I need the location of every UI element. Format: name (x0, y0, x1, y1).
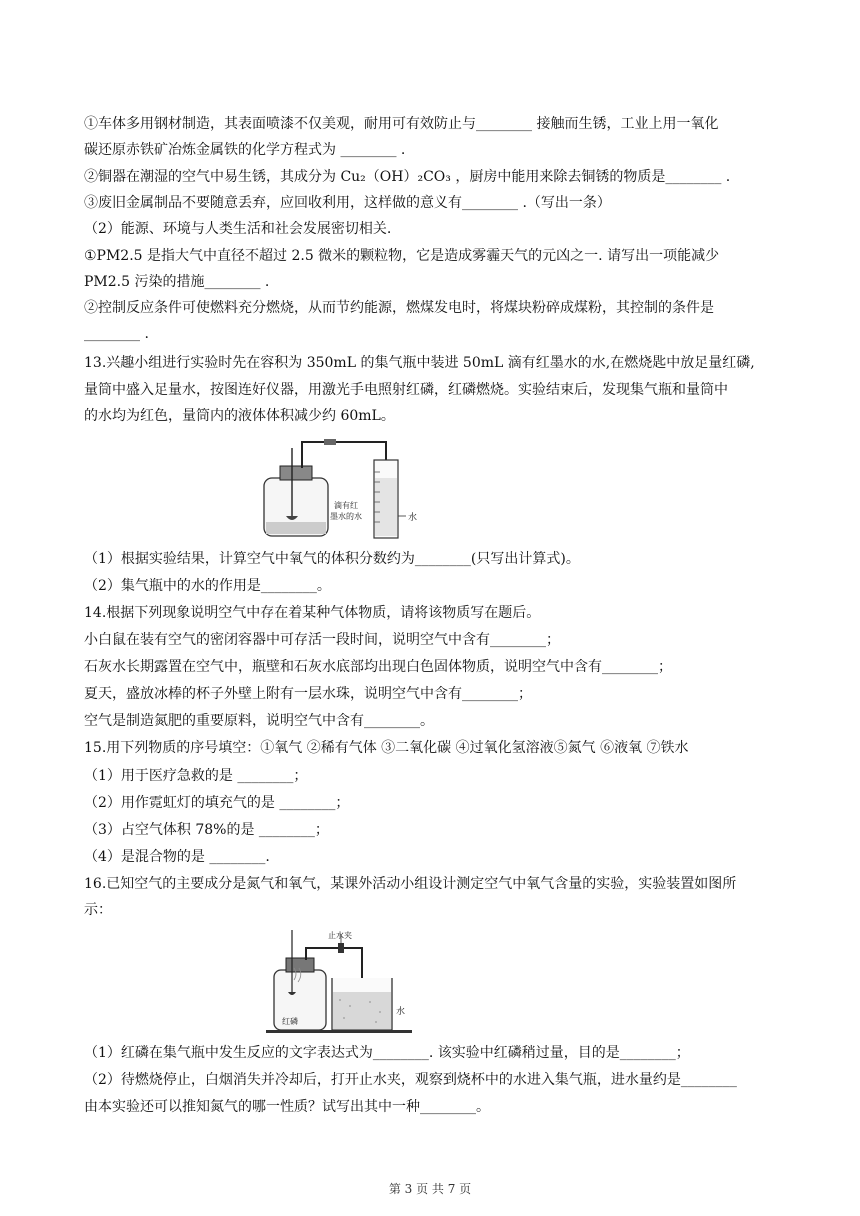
text-line: 空气是制造氮肥的重要原料，说明空气中含有________。 (84, 713, 434, 729)
experiment-figure-1 (258, 438, 426, 540)
text-line: ①车体多用钢材制造，其表面喷漆不仅美观，耐用可有效防止与________ 接触而生锈，工业上用一氧化 (84, 116, 719, 132)
phosphorus-label: 红磷 (282, 1017, 298, 1026)
bottle-water (266, 522, 326, 534)
text-line: （2）集气瓶中的水的作用是________。 (84, 578, 331, 594)
text-line: （1）红磷在集气瓶中发生反应的文字表达式为________. 该实验中红磷稍过量，目的是________； (84, 1045, 690, 1061)
text-line: （2）用作霓虹灯的填充气的是 ________； (84, 795, 350, 811)
text-line: 的水均为红色，量筒内的液体体积减少约 60mL。 (84, 408, 395, 424)
question-16-line: 16.已知空气的主要成分是氮气和氧气，某课外活动小组设计测定空气中氧气含量的实验，实验装置如图所 (84, 876, 737, 892)
text-line: （1）根据实验结果，计算空气中氧气的体积分数约为________(只写出计算式)。 (84, 551, 580, 567)
text-line: ①PM2.5 是指大气中直径不超过 2.5 微米的颗粒物，它是造成雾霾天气的元凶之一. 请写出一项能减少 (84, 248, 720, 264)
text-line: 小白鼠在装有空气的密闭容器中可存活一段时间，说明空气中含有________； (84, 632, 560, 648)
text-line: ②控制反应条件可使燃料充分燃烧，从而节约能源，燃煤发电时，将煤块粉碎成煤粉，其控制的条件是 (84, 300, 714, 316)
page-number: 第 3 页 共 7 页 (388, 1182, 472, 1196)
text-line: 石灰水长期露置在空气中，瓶壁和石灰水底部均出现白色固体物质，说明空气中含有________； (84, 659, 672, 675)
text-line: （2）能源、环境与人类生活和社会发展密切相关. (84, 221, 392, 237)
text-line: 由本实验还可以推知氮气的哪一性质？试写出其中一种________。 (84, 1099, 490, 1115)
water-label: 水 (396, 1007, 406, 1017)
text-line: 碳还原赤铁矿冶炼金属铁的化学方程式为 ________ . (84, 142, 406, 158)
text-line: 量筒中盛入足量水，按图连好仪器，用激光手电照射红磷，红磷燃烧。实验结束后，发现集气瓶和量筒中 (84, 382, 728, 398)
text-line: （4）是混合物的是 ________. (84, 849, 270, 865)
text-line: （1）用于医疗急救的是 ________； (84, 768, 308, 784)
text-line: 示： (84, 902, 112, 918)
bottle-label: 墨水的水 (330, 512, 362, 521)
text-line: （2）待燃烧停止，白烟消失并冷却后，打开止水夹，观察到烧杯中的水进入集气瓶，进水量约是________ (84, 1072, 737, 1088)
bottle-label: 滴有红 (334, 501, 358, 510)
question-14-line: 14.根据下列现象说明空气中存在着某种气体物质，请将该物质写在题后。 (84, 605, 541, 621)
text-line: ③废旧金属制品不要随意丢弃，应回收利用，这样做的意义有________ .（写出一条） (84, 195, 611, 211)
question-13-line: 13.兴趣小组进行实验时先在容积为 350mL 的集气瓶中装进 50mL 滴有红墨水的水,在燃烧匙中放足量红磷, (84, 355, 755, 371)
text-line: ________ . (84, 326, 149, 342)
question-15-line: 15.用下列物质的序号填空：①氧气 ②稀有气体 ③二氧化碳 ④过氧化氢溶液⑤氮气 ⑥液氧 ⑦铁水 (84, 740, 689, 756)
text-line: PM2.5 污染的措施________ . (84, 274, 270, 290)
stop-clamp (338, 943, 344, 953)
experiment-figure-2 (266, 926, 414, 1036)
text-line: 夏天，盛放冰棒的杯子外壁上附有一层水珠，说明空气中含有________； (84, 686, 532, 702)
rubber-stopper (280, 466, 312, 480)
text-line: ②铜器在潮湿的空气中易生锈，其成分为 Cu₂（OH）₂CO₃ ，厨房中能用来除去铜锈的物质是________ . (84, 169, 731, 185)
clamp-label: 止水夹 (328, 931, 352, 940)
text-line: （3）占空气体积 78%的是 ________； (84, 822, 329, 838)
water-label: 水 (408, 513, 418, 523)
